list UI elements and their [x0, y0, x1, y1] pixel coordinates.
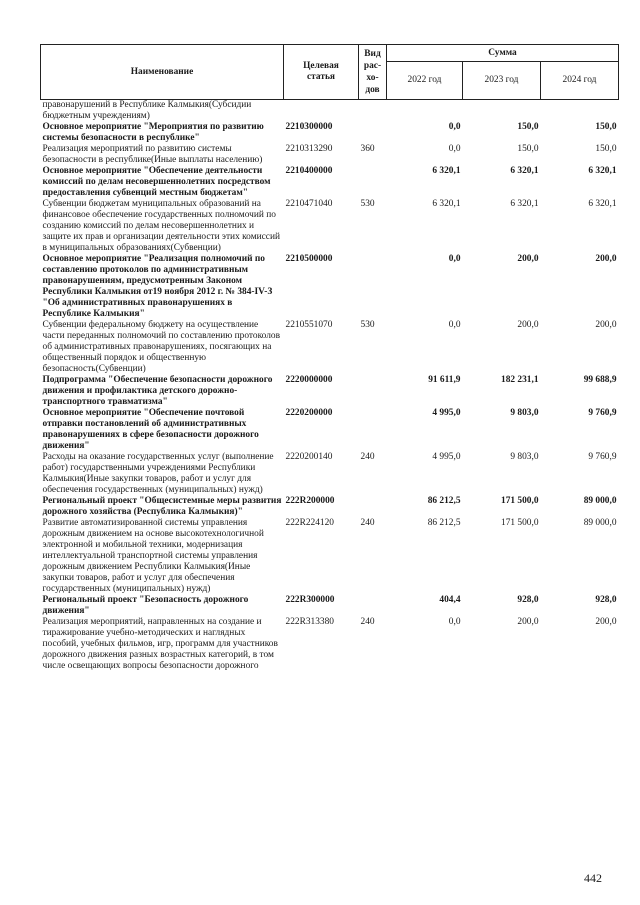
- row-vid: 240: [360, 452, 375, 462]
- header-vid: Вид рас-хо-дов: [359, 45, 387, 100]
- row-value-2024: 150,0: [595, 144, 617, 154]
- row-name: правонарушений в Республике Калмыкия(Субсидии бюджетным учреждениям): [42, 100, 252, 121]
- table-row: [41, 166, 619, 199]
- row-code: 2210400000: [285, 166, 333, 176]
- row-value-2023: 182 231,1: [501, 375, 539, 385]
- row-code: [284, 100, 359, 123]
- row-value-2023: 928,0: [517, 595, 539, 605]
- row-code: 222R300000: [285, 595, 335, 605]
- row-value-2024: 9 760,9: [588, 408, 617, 418]
- row-name: Основное мероприятие "Обеспечение почтовой отправки постановлений об административных правонарушениях в сфере безопасности дорожного движения": [42, 408, 259, 451]
- row-name: Расходы на оказание государственных услуг (выполнение работ) государственными учреждениями Республики Калмыкия(Иные закупки товаров, работ и услуг для обеспечения государственных (муниципальных) нужд): [42, 452, 274, 495]
- row-value-2023: 9 803,0: [510, 408, 539, 418]
- row-name: Основное мероприятие "Реализация полномочий по составлению протоколов по административным правонарушениям, предусмотренным Законом Республики Калмыкия от19 ноября 2012 г. № 384-IV-З "Об административных правонарушениях в Республике Калмыкия": [42, 254, 273, 319]
- table-row: [41, 199, 619, 254]
- row-value-2024: 150,0: [595, 122, 617, 132]
- row-value-2022: 86 212,5: [427, 496, 461, 506]
- row-value-2023: 6 320,1: [510, 166, 539, 176]
- table-row: [41, 595, 619, 617]
- row-value-2024: 9 760,9: [588, 452, 617, 462]
- table-row: [41, 100, 619, 123]
- row-value-2022: 0,0: [448, 320, 461, 330]
- row-value-2023: 150,0: [517, 144, 539, 154]
- header-sum: Сумма: [387, 45, 619, 62]
- row-vid: 530: [360, 320, 375, 330]
- row-vid: 240: [360, 518, 375, 528]
- row-vid: [359, 166, 387, 199]
- header-year-2023: 2023 год: [463, 62, 541, 100]
- row-value-2022: 0,0: [448, 617, 461, 627]
- table-row: [41, 254, 619, 320]
- table-row: [41, 408, 619, 452]
- row-value-2024: 89 000,0: [583, 518, 617, 528]
- row-code: 2210500000: [285, 254, 333, 264]
- row-value-2022: 91 611,9: [428, 375, 461, 385]
- row-code: 2220200000: [285, 408, 333, 418]
- row-vid: 360: [360, 144, 375, 154]
- row-value-2023: [463, 100, 541, 123]
- row-name: Основное мероприятие "Обеспечение деятельности комиссий по делам несовершеннолетних посредством предоставления субвенций местным бюджетам": [42, 166, 271, 198]
- row-value-2024: 6 320,1: [588, 166, 617, 176]
- row-value-2023: 171 500,0: [501, 518, 539, 528]
- row-value-2023: 200,0: [517, 254, 539, 264]
- row-vid: [359, 408, 387, 452]
- row-value-2022: 0,0: [448, 122, 461, 132]
- row-vid: [359, 122, 387, 144]
- row-code: 2220000000: [285, 375, 333, 385]
- row-value-2022: 0,0: [448, 144, 461, 154]
- row-value-2024: 200,0: [595, 320, 617, 330]
- row-value-2022: 0,0: [448, 254, 461, 264]
- header-name: Наименование: [41, 45, 284, 100]
- row-value-2023: 150,0: [517, 122, 539, 132]
- row-code: 2210313290: [285, 144, 333, 154]
- header-year-2022: 2022 год: [387, 62, 463, 100]
- row-value-2023: 6 320,1: [510, 199, 539, 209]
- row-value-2024: 200,0: [595, 617, 617, 627]
- row-value-2023: 200,0: [517, 320, 539, 330]
- row-vid: [359, 100, 387, 123]
- row-value-2022: [387, 100, 463, 123]
- row-value-2024: 928,0: [595, 595, 617, 605]
- row-value-2024: [541, 100, 619, 123]
- row-vid: [359, 254, 387, 320]
- page-number: 442: [584, 871, 602, 885]
- row-value-2022: 86 212,5: [427, 518, 461, 528]
- header-code: Целевая статья: [284, 45, 359, 100]
- row-value-2024: 89 000,0: [583, 496, 617, 506]
- row-value-2022: 4 995,0: [432, 408, 461, 418]
- table-row: [41, 144, 619, 166]
- row-value-2023: 171 500,0: [501, 496, 539, 506]
- row-name: Субвенции бюджетам муниципальных образований на финансовое обеспечение государственных полномочий по созданию комиссий по делам несовершеннолетних и защите их прав и организации деятельности этих комиссий в муниципальных образованиях(Субвенции): [42, 199, 280, 253]
- row-value-2024: 6 320,1: [588, 199, 617, 209]
- row-name: Подпрограмма "Обеспечение безопасности дорожного движения и профилактика детского дорожно-транспортного травматизма": [42, 375, 273, 407]
- row-name: Субвенции федеральному бюджету на осуществление части переданных полномочий по составлению протоколов об административных правонарушениях, посягающих на общественный порядок и общественную безопасность(Субвенции): [42, 320, 280, 374]
- row-vid: 240: [360, 617, 375, 627]
- row-vid: [359, 375, 387, 408]
- row-vid: [359, 496, 387, 518]
- row-code: 222R224120: [285, 518, 334, 528]
- row-name: Развитие автоматизированной системы управления дорожным движением на основе высокотехнологичной электронной и мобильной техники, модернизация интеллектуальной транспортной системы управления дорожным движением Республики Калмыкия(Иные закупки товаров, работ и услуг для обеспечения государственных (муниципальных) нужд): [42, 518, 264, 594]
- row-vid: 530: [360, 199, 375, 209]
- row-code: 222R200000: [285, 496, 335, 506]
- header-year-2024: 2024 год: [541, 62, 619, 100]
- table-row: [41, 496, 619, 518]
- row-name: Реализация мероприятий, направленных на создание и тиражирование учебно-методических и наглядных пособий, учебных фильмов, игр, программ для участников дорожного движения разных возрастных категорий, в том числе освещающих вопросы безопасности дорожного: [42, 617, 278, 671]
- row-code: 2220200140: [285, 452, 333, 462]
- row-code: 2210471040: [285, 199, 333, 209]
- row-vid: [359, 595, 387, 617]
- table-row: [41, 452, 619, 496]
- budget-table: [40, 44, 619, 672]
- row-name: Региональный проект "Безопасность дорожного движения": [42, 595, 249, 616]
- row-name: Основное мероприятие "Мероприятия по развитию системы безопасности в республике": [42, 122, 264, 143]
- row-value-2022: 4 995,0: [432, 452, 461, 462]
- table-body: [41, 100, 619, 673]
- table-row: [41, 375, 619, 408]
- table-row: [41, 518, 619, 595]
- row-code: 2210300000: [285, 122, 333, 132]
- row-value-2022: 404,4: [439, 595, 461, 605]
- row-value-2024: 99 688,9: [583, 375, 617, 385]
- row-value-2024: 200,0: [595, 254, 617, 264]
- table-row: [41, 122, 619, 144]
- row-value-2022: 6 320,1: [432, 166, 461, 176]
- row-name: Региональный проект "Общесистемные меры развития дорожного хозяйства (Республика Калмыкия)": [42, 496, 282, 517]
- row-code: 222R313380: [285, 617, 334, 627]
- table-row: [41, 320, 619, 375]
- row-code: 2210551070: [285, 320, 333, 330]
- table-row: [41, 617, 619, 672]
- table-header: [41, 45, 619, 100]
- row-value-2023: 9 803,0: [510, 452, 539, 462]
- row-name: Реализация мероприятий по развитию системы безопасности в республике(Иные выплаты населению): [42, 144, 263, 165]
- row-value-2023: 200,0: [517, 617, 539, 627]
- row-value-2022: 6 320,1: [432, 199, 461, 209]
